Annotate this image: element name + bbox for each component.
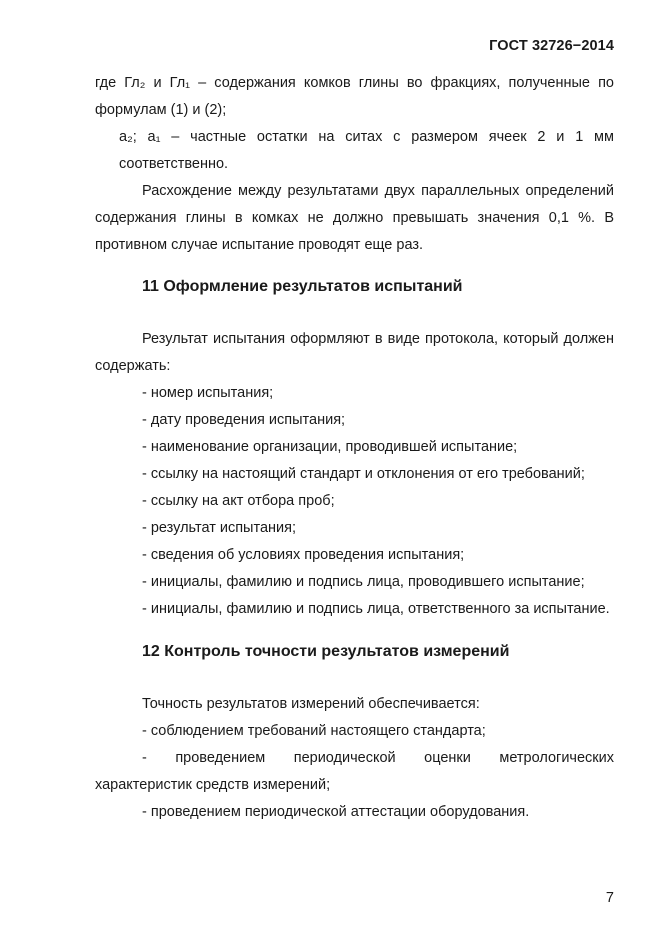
list-item: - ссылку на настоящий стандарт и отклонения от его требований;	[142, 466, 585, 482]
document-header: ГОСТ 32726−2014	[489, 38, 614, 54]
list-item: - результат испытания;	[142, 520, 297, 536]
list-item: - проведением периодической оценки метрологических характеристик средств измерений;	[95, 750, 614, 793]
discrepancy-paragraph: Расхождение между результатами двух параллельных определений содержания глины в комках не должно превышать значения 0,1 %. В противном случае испытание проводят еще раз.	[95, 183, 614, 253]
list-item: - ссылку на акт отбора проб;	[142, 493, 335, 509]
list-item: - инициалы, фамилию и подпись лица, ответственного за испытание.	[142, 601, 610, 617]
list-item: - соблюдением требований настоящего стандарта;	[142, 723, 486, 739]
section-11-heading: 11 Оформление результатов испытаний	[142, 278, 463, 295]
formula-explanation-paragraph: где Гл₂ и Гл₁ – содержания комков глины во фракциях, полученные по формулам (1) и (2);	[95, 75, 614, 118]
list-item: - проведением периодической аттестации оборудования.	[142, 804, 530, 820]
list-item: - дату проведения испытания;	[142, 412, 346, 428]
section-12-heading: 12 Контроль точности результатов измерений	[142, 643, 510, 660]
list-item: - номер испытания;	[142, 385, 274, 401]
list-item: - инициалы, фамилию и подпись лица, проводившего испытание;	[142, 574, 585, 590]
sieve-residue-paragraph: a₂; a₁ – частные остатки на ситах с размером ячеек 2 и 1 мм соответственно.	[119, 129, 614, 172]
document-body	[95, 70, 614, 826]
section-11-intro: Результат испытания оформляют в виде протокола, который должен содержать:	[95, 331, 614, 374]
page-number: 7	[605, 890, 614, 906]
list-item: - наименование организации, проводившей испытание;	[142, 439, 518, 455]
section-12-intro: Точность результатов измерений обеспечивается:	[142, 696, 480, 712]
list-item: - сведения об условиях проведения испытания;	[142, 547, 465, 563]
